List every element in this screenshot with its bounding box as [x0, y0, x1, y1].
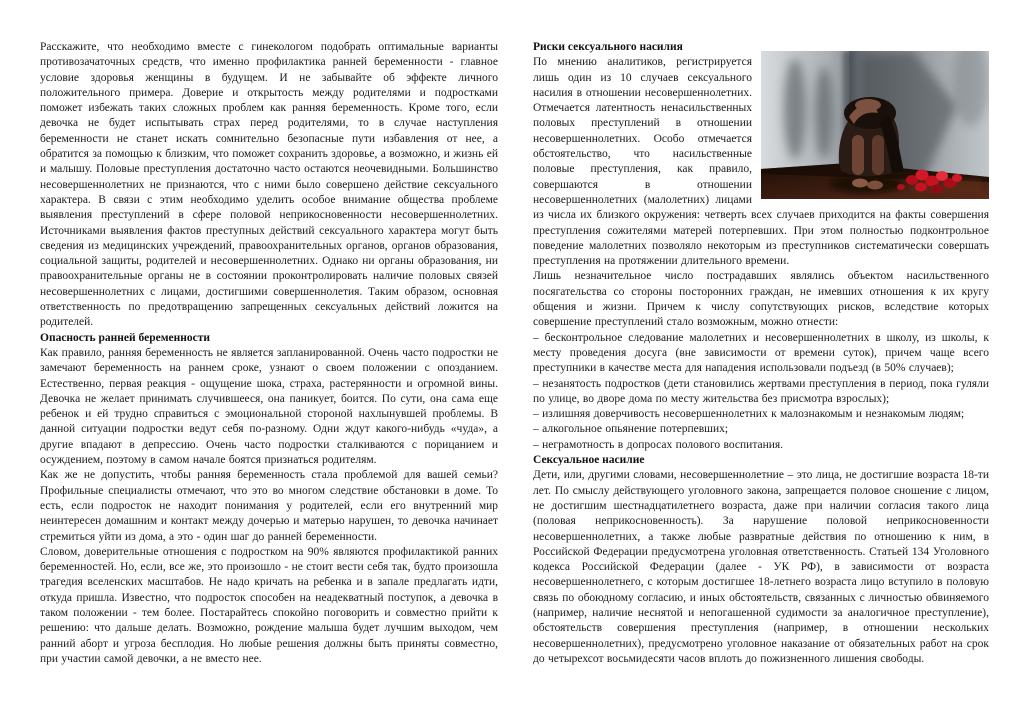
paragraph-trust-relations: Словом, доверительные отношения с подростком на 90% являются профилактикой ранних беременностей. Но, если, все же, это произошло - не стоит вести себя так, будто произошла трагедия вселенских масштабов. Не надо кричать на ребенка и в запале предлагать идти, откуда пришла. Известно, что подросток способен на неадекватный поступок, а девочка в таком положении - тем более. Постарайтесь спокойно поговорить и совместно прийти к решению: что дальше делать. Возможно, рождение малыша будет лучшим выходом, чем ранний аборт и угроза бесплодия. Но любые решения должны быть приняты совместно, при участии самой девочки, а не вместо нее.	[40, 545, 498, 665]
crouched-girl-photo-svg	[761, 51, 989, 199]
left-column	[40, 40, 498, 667]
heading-sexual-violence: Сексуальное насилие	[533, 454, 645, 467]
paragraph-contraception-advice: Расскажите, что необходимо вместе с гинекологом подобрать оптимальные варианты противозачаточных средств, что именно профилактика ранней беременности - главное условие здоровья женщины в будущем. И не забывайте об эффекте личного положительного примера. Доверие и открытость между родителями и подростками поможет избежать таких сложных проблем как ранняя беременность. Кроме того, если девочка не будет испытывать страх перед родителями, то в случае наступления беременности не станет искать сомнительно безопасные пути избавления от нее, а обратится за помощью к близким, что поможет сохранить здоровье, а возможно, и жизнь ей и малышу. Половые преступления достаточно часто остаются неочевидными. Большинство несовершеннолетних не признаются, что с ними было совершено действие сексуального характера. В связи с этим необходимо уделить особое внимание общества проблеме выявления преступлений в сфере половой неприкосновенности несовершеннолетних. Источниками выявления фактов преступных действий сексуального характера могут быть сведения из медицинских учреждений, правоохранительных органов, органов образования, социальной защиты, родителей и несовершеннолетних. Однако ни органы образования, ни правоохранительные органы не в состоянии проконтролировать наличие половых связей несовершеннолетних с лицами, достигшими совершеннолетия. Таким образом, основная ответственность по предотвращению запрещенных сексуальных действий ложится на родителей.	[40, 41, 498, 329]
risk-factor-item: – незанятость подростков (дети становились жертвами преступления в период, пока гуляли по улице, во дворе дома по месту жительства без присмотра взрослых);	[533, 377, 989, 405]
paragraph-family-environment: Как же не допустить, чтобы ранняя беременность стала проблемой для вашей семьи? Профильные специалисты отмечают, что это во многом следствие обстановки в доме. То есть, если подросток не находит понимания у родителей, если его внутренний мир неинтересен домашним и контакт между дочерью и матерью нарушен, то девочка начинает стремиться уйти из дома, а это - один шаг до ранней беременности.	[40, 469, 498, 543]
paragraph-unplanned-pregnancy: Как правило, ранняя беременность не является запланированной. Очень часто подростки не замечают беременность на раннем сроке, узнают о своем положении с опозданием. Естественно, первая реакция - ощущение шока, страха, растерянности и огромной вины. Девочка не желает принимать случившееся, она паникует, боится. По сути, она сама еще ребенок и ей трудно справиться с эмоциональной стороной нахлынувшей проблемы. В данной ситуации подростки ведут себя по-разному. Одни ждут какого-нибудь «чуда», а другие впадают в депрессию. Очень часто подростки сталкиваются с порицанием и осуждением, поэтому в самом начале боятся признаться родителям.	[40, 346, 498, 467]
right-column	[533, 40, 989, 667]
paragraph-criminal-code: Дети, или, другими словами, несовершеннолетние – это лица, не достигшие возраста 18-ти лет. По смыслу действующего уголовного закона, запрещается половое сношение с лицом, не достигшим шестнадцатилетнего возраста, даже при наличии согласия такого лица (половая неприкосновенность). За нарушение половой неприкосновенности несовершеннолетних, а также любые развратные действия по отношению к ним, в Российской Федерации предусмотрена уголовная ответственность. Статьей 134 Уголовного кодекса Российской Федерации (далее - УК РФ), в зависимости от возраста несовершеннолетнего, с которым достигшее 18-летнего возраста лицо вступило в половую связь по обоюдному согласию, и иных обстоятельств, связанных с личностью обвиняемого (например, наличие неснятой и непогашенной судимости за аналогичное преступление), обстоятельств совершения преступления (например, в отношении нескольких несовершеннолетних), предусмотрено уголовное наказание от обязательных работ на срок до четырехсот восьмидесяти часов вплоть до пожизненного лишения свободы.	[533, 469, 989, 665]
risk-factor-item: – бесконтрольное следование малолетних и несовершеннолетних в школу, из школы, к месту проведения досуга (вне зависимости от времени суток), причем чаще всего преступники в качестве места для нападения использовали подъезд (в 50% случаев);	[533, 331, 989, 375]
risk-factor-item: – излишняя доверчивость несовершеннолетних к малознакомым и незнакомым людям;	[533, 408, 965, 421]
crouched-girl-photo	[761, 51, 989, 199]
risk-factor-item: – алкогольное опьянение потерпевших;	[533, 423, 729, 436]
heading-early-pregnancy-danger: Опасность ранней беременности	[40, 331, 211, 344]
paragraph-latency-statistics: По мнению аналитиков, регистрируется лишь один из 10 случаев сексуального насилия в отношении несовершеннолетних. Отмечается латентность ненасильственных половых преступлений в отношении несовершеннолетних. Особо отмечается обстоятельство, что насильственные половые преступления, как правило, совершаются в отношении несовершеннолетних (малолетних) лицами из числа их близкого окружения: четверть всех случаев приходится на факты совершения преступления сожителями матерей потерпевших. При этом полностью подконтрольное поведение малолетних позволяло некоторым из преступников систематически совершать преступления на протяжении длительного времени.	[533, 56, 989, 268]
heading-sexual-violence-risks: Риски сексуального насилия	[533, 41, 683, 53]
risk-factor-item: – неграмотность в допросах полового воспитания.	[533, 438, 784, 451]
paragraph-accompanying-risks-intro: Лишь незначительное число пострадавших являлись объектом насильственного посягательства со стороны посторонних граждан, не имевших отношения к их кругу общения и жизни. Причем к числу сопутствующих рисков, вследствие которых совершение преступлений стало возможным, можно отнести:	[533, 270, 989, 329]
